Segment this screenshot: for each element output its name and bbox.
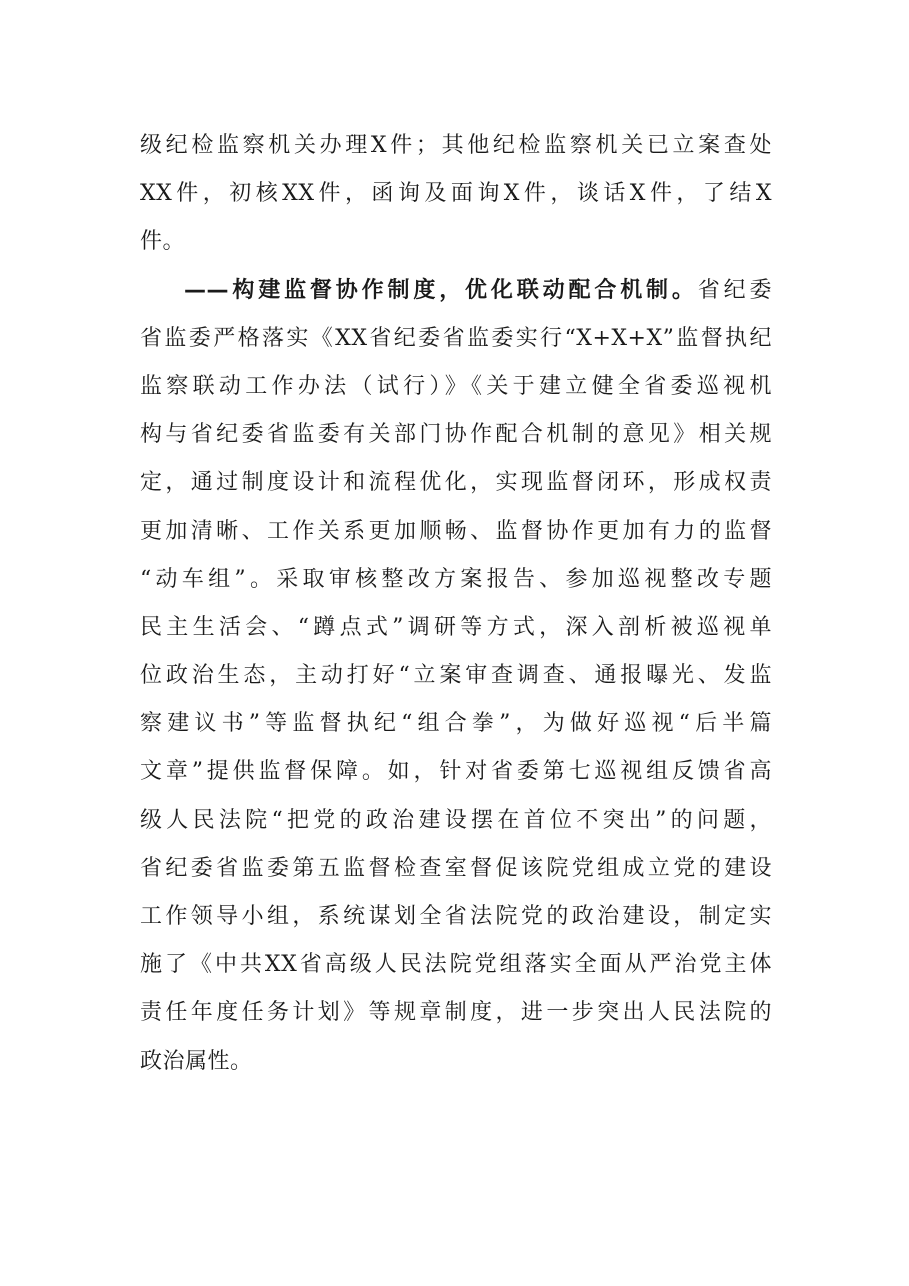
section-heading: ——构建监督协作制度，优化联动配合机制。: [184, 277, 698, 303]
text-line: 监察联动工作办法（试行）》《关于建立健全省委巡视机: [140, 373, 772, 399]
text-line: 级人民法院“把党的政治建设摆在首位不突出”的问题，: [140, 807, 772, 833]
text-line: 责任年度任务计划》等规章制度，进一步突出人民法院的: [140, 1000, 772, 1026]
text-run: 省纪委: [697, 277, 772, 303]
text-line: “动车组”。采取审核整改方案报告、参加巡视整改专题: [140, 566, 772, 592]
text-line: 文章”提供监督保障。如，针对省委第七巡视组反馈省高: [140, 759, 772, 785]
text-line: 省监委严格落实《XX省纪委省监委实行“X+X+X”监督执纪: [140, 325, 772, 351]
text-line: 件。: [140, 229, 186, 255]
text-line: 省纪委省监委第五监督检查室督促该院党组成立党的建设: [140, 855, 772, 881]
paragraph-first-line: [140, 267, 772, 315]
text-line: 级纪检监察机关办理X件；其他纪检监察机关已立案查处: [140, 133, 772, 158]
text-line: XX件，初核XX件，函询及面询X件，谈话X件，了结X: [140, 181, 772, 207]
document-body: [140, 122, 772, 1086]
text-line: 政治属性。: [140, 1048, 253, 1074]
paragraph-supervision-cooperation: [140, 267, 772, 1086]
text-line: 工作领导小组，系统谋划全省法院党的政治建设，制定实: [140, 904, 772, 929]
text-line: 更加清晰、工作关系更加顺畅、监督协作更加有力的监督: [140, 518, 772, 544]
text-line: 察建议书”等监督执纪“组合拳”，为做好巡视“后半篇: [140, 711, 772, 737]
text-line: 定，通过制度设计和流程优化，实现监督闭环，形成权责: [140, 470, 772, 496]
text-line: 位政治生态，主动打好“立案审查调查、通报曝光、发监: [140, 663, 772, 689]
text-line: 民主生活会、“蹲点式”调研等方式，深入剖析被巡视单: [140, 614, 772, 640]
text-line: 施了《中共XX省高级人民法院党组落实全面从严治党主体: [140, 952, 772, 978]
text-line: 构与省纪委省监委有关部门协作配合机制的意见》相关规: [140, 422, 772, 448]
paragraph-case-statistics: [140, 122, 772, 267]
